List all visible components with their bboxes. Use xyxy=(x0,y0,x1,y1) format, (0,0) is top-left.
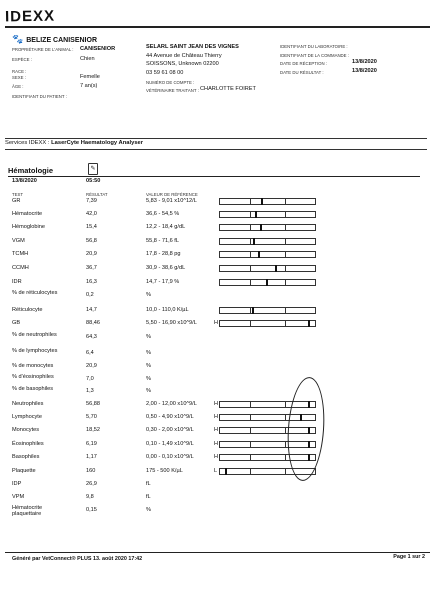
range-low-divider xyxy=(250,469,251,474)
reference-range: % xyxy=(146,388,151,394)
page-number: Page 1 sur 2 xyxy=(393,554,425,560)
lab-id-label: IDENTIFIANT DU LABORATOIRE : xyxy=(280,44,348,49)
test-result: 20,9 xyxy=(86,363,97,369)
clinic-address-line2: SOISSONS, Unknown 02200 xyxy=(146,61,219,67)
test-name: % de lymphocytes xyxy=(12,348,58,354)
test-name: VGM xyxy=(12,238,25,244)
test-name: % de basophiles xyxy=(12,386,54,392)
range-low-divider xyxy=(250,415,251,420)
breed-label: RACE : xyxy=(12,69,27,74)
reference-range: 0,50 - 4,90 x10^9/L xyxy=(146,414,194,420)
test-name: VPM xyxy=(12,494,25,500)
table-row xyxy=(0,292,435,304)
table-row xyxy=(0,251,435,263)
test-name: % de neutrophiles xyxy=(12,332,57,338)
abnormal-flag: H xyxy=(214,454,219,460)
vet-value: CHARLOTTE FOIRET xyxy=(200,86,256,92)
reference-range-bar xyxy=(219,279,316,286)
range-high-divider xyxy=(285,469,286,474)
result-marker xyxy=(275,265,277,272)
test-result: 0,2 xyxy=(86,292,94,298)
test-name: IDR xyxy=(12,279,22,285)
test-name: Monocytes xyxy=(12,427,40,433)
species-label: ESPÈCE : xyxy=(12,57,32,62)
clinic-name: SELARL SAINT JEAN DES VIGNES xyxy=(146,44,239,50)
clinic-address-line1: 44 Avenue de Château Thierry xyxy=(146,53,222,59)
owner-value: CANISENIOR xyxy=(80,46,116,52)
generated-by: Généré par VetConnect® PLUS 13. août 2020 17:42 xyxy=(12,556,143,562)
range-low-divider xyxy=(250,239,251,244)
test-result: 14,7 xyxy=(86,307,97,313)
reference-range: 12,2 - 18,4 g/dL xyxy=(146,224,186,230)
footer-divider xyxy=(5,552,430,553)
reference-range: 0,00 - 0,10 x10^9/L xyxy=(146,454,194,460)
range-low-divider xyxy=(250,199,251,204)
owner-label: PROPRIÉTAIRE DE L'ANIMAL : xyxy=(12,47,74,52)
abnormal-flag: L xyxy=(214,468,218,474)
test-result: 26,9 xyxy=(86,481,97,487)
range-high-divider xyxy=(285,252,286,257)
test-name: IDP xyxy=(12,481,22,487)
test-result: 1,17 xyxy=(86,454,97,460)
range-high-divider xyxy=(285,239,286,244)
reference-range: fL xyxy=(146,494,151,500)
range-low-divider xyxy=(250,455,251,460)
test-name: Plaquette xyxy=(12,468,36,474)
range-high-divider xyxy=(285,212,286,217)
table-row xyxy=(0,427,435,439)
table-row xyxy=(0,224,435,236)
test-name: Neutrophiles xyxy=(12,401,44,407)
reference-range-bar xyxy=(219,198,316,205)
test-name: Éosinophiles xyxy=(12,441,44,447)
abnormal-flag: H xyxy=(214,401,219,407)
test-name: TCMH xyxy=(12,251,29,257)
test-name: Réticulocyte xyxy=(12,307,43,313)
test-result: 7,0 xyxy=(86,376,94,382)
result-marker xyxy=(255,211,257,218)
result-marker xyxy=(258,251,260,258)
range-low-divider xyxy=(250,225,251,230)
services-label: Services IDEXX : xyxy=(5,140,50,146)
test-name: Basophiles xyxy=(12,454,40,460)
test-result: 1,3 xyxy=(86,388,94,394)
section-divider xyxy=(8,176,420,177)
test-result: 6,19 xyxy=(86,441,97,447)
reference-range: 14,7 - 17,9 % xyxy=(146,279,180,285)
reference-range: 17,8 - 28,8 pg xyxy=(146,251,181,257)
abnormal-flag: H xyxy=(214,441,219,447)
test-result: 5,70 xyxy=(86,414,97,420)
services-analyzer: LaserCyte Haematology Analyser xyxy=(51,140,144,146)
test-name: Hématocrite plaquettaire xyxy=(12,505,43,517)
result-date-label: DATE DU RÉSULTAT : xyxy=(280,70,324,75)
reception-date: 13/8/2020 xyxy=(352,59,377,65)
section-title: Hématologie xyxy=(8,166,54,175)
abnormal-flag: H xyxy=(214,414,219,420)
reference-range: % xyxy=(146,334,151,340)
reference-range: 30,9 - 38,6 g/dL xyxy=(146,265,186,271)
patient-name-heading xyxy=(12,34,97,45)
reference-range: 36,6 - 54,5 % xyxy=(146,211,180,217)
table-row xyxy=(0,481,435,493)
range-high-divider xyxy=(285,308,286,313)
reference-range-bar xyxy=(219,307,316,314)
table-row xyxy=(0,454,435,466)
test-result: 18,52 xyxy=(86,427,100,433)
age-value: 7 an(s) xyxy=(80,83,98,89)
column-header-result: RÉSULTAT xyxy=(86,192,108,197)
test-name: % de monocytes xyxy=(12,363,54,369)
result-marker xyxy=(261,198,263,205)
reference-range: 0,30 - 2,00 x10^9/L xyxy=(146,427,194,433)
age-label: ÂGE : xyxy=(12,84,24,89)
test-result: 6,4 xyxy=(86,350,94,356)
result-marker xyxy=(252,307,254,314)
range-low-divider xyxy=(250,308,251,313)
range-high-divider xyxy=(285,442,286,447)
reference-range: % xyxy=(146,363,151,369)
patient-id-label: IDENTIFIANT DU PATIENT : xyxy=(12,94,67,99)
table-row xyxy=(0,198,435,210)
range-high-divider xyxy=(285,321,286,326)
result-marker xyxy=(308,320,310,327)
range-high-divider xyxy=(285,225,286,230)
table-row xyxy=(0,350,435,362)
reference-range: 55,8 - 71,6 fL xyxy=(146,238,179,244)
reference-range: 5,50 - 16,90 x10^9/L xyxy=(146,320,197,326)
order-id-label: IDENTIFIANT DE LA COMMANDE : xyxy=(280,53,349,58)
patient-name: BELIZE CANISENIOR xyxy=(26,37,98,44)
reference-range-bar xyxy=(219,238,316,245)
table-row xyxy=(0,211,435,223)
reference-range: % xyxy=(146,292,151,298)
reference-range: % xyxy=(146,376,151,382)
header-divider xyxy=(5,26,430,28)
table-row xyxy=(0,238,435,250)
range-high-divider xyxy=(285,280,286,285)
reference-range: 2,00 - 12,00 x10^9/L xyxy=(146,401,197,407)
sex-value: Femelle xyxy=(80,74,100,80)
table-row xyxy=(0,388,435,400)
reference-range: fL xyxy=(146,481,151,487)
test-result: 16,3 xyxy=(86,279,97,285)
reference-range-bar xyxy=(219,251,316,258)
reference-range-bar xyxy=(219,320,316,327)
range-high-divider xyxy=(285,455,286,460)
table-row xyxy=(0,507,435,519)
range-high-divider xyxy=(285,402,286,407)
range-high-divider xyxy=(285,266,286,271)
test-name: GR xyxy=(12,198,21,204)
table-row xyxy=(0,334,435,346)
reference-range: 10,0 - 110,0 K/µL xyxy=(146,307,189,313)
test-result: 56,88 xyxy=(86,401,100,407)
reference-range: % xyxy=(146,507,151,513)
abnormal-flag: H xyxy=(214,320,219,326)
test-name: GB xyxy=(12,320,21,326)
reference-range-bar xyxy=(219,265,316,272)
range-low-divider xyxy=(250,442,251,447)
table-row xyxy=(0,441,435,453)
test-result: 0,15 xyxy=(86,507,97,513)
sample-time: 05:50 xyxy=(86,178,101,184)
test-result: 36,7 xyxy=(86,265,97,271)
vet-label: VÉTÉRINAIRE TRAITANT : xyxy=(146,88,199,93)
range-high-divider xyxy=(285,415,286,420)
reference-range-bar xyxy=(219,211,316,218)
column-header-reference: VALEUR DE RÉFÉRENCE xyxy=(146,192,198,197)
range-high-divider xyxy=(285,428,286,433)
table-row xyxy=(0,414,435,426)
range-low-divider xyxy=(250,321,251,326)
range-high-divider xyxy=(285,199,286,204)
range-low-divider xyxy=(250,212,251,217)
species-value: Chien xyxy=(80,56,95,62)
idexx-logo: IDEXX xyxy=(4,7,56,26)
services-strip xyxy=(5,138,427,150)
reception-date-label: DATE DE RÉCEPTION : xyxy=(280,61,327,66)
range-low-divider xyxy=(250,402,251,407)
table-row xyxy=(0,401,435,413)
range-low-divider xyxy=(250,280,251,285)
test-result: 20,9 xyxy=(86,251,97,257)
table-row xyxy=(0,468,435,480)
test-name: % d'éosinophiles xyxy=(12,374,54,380)
result-marker xyxy=(253,238,255,245)
test-name: Hématocrite xyxy=(12,211,43,217)
document-icon: ✎ xyxy=(88,163,98,175)
reference-range: 0,10 - 1,49 x10^9/L xyxy=(146,441,194,447)
test-result: 42,0 xyxy=(86,211,97,217)
clinic-phone: 03 59 61 08 00 xyxy=(146,70,184,76)
sample-date: 13/8/2020 xyxy=(12,178,37,184)
test-name: CCMH xyxy=(12,265,29,271)
abnormal-flag: H xyxy=(214,427,219,433)
account-label: NUMÉRO DE COMPTE : xyxy=(146,80,195,85)
table-row xyxy=(0,265,435,277)
test-result: 64,3 xyxy=(86,334,97,340)
range-low-divider xyxy=(250,266,251,271)
reference-range: 5,83 - 9,01 x10^12/L xyxy=(146,198,197,204)
test-result: 160 xyxy=(86,468,96,474)
test-result: 88,46 xyxy=(86,320,100,326)
result-marker xyxy=(225,468,227,475)
range-low-divider xyxy=(250,428,251,433)
pet-icon: 🐾 xyxy=(12,34,24,44)
test-name: Lymphocyte xyxy=(12,414,42,420)
test-result: 15,4 xyxy=(86,224,97,230)
result-date: 13/8/2020 xyxy=(352,68,377,74)
test-result: 56,8 xyxy=(86,238,97,244)
table-row xyxy=(0,307,435,319)
reference-range: % xyxy=(146,350,151,356)
reference-range: 175 - 500 K/µL xyxy=(146,468,183,474)
range-low-divider xyxy=(250,252,251,257)
sex-label: SEXE : xyxy=(12,75,26,80)
result-marker xyxy=(260,224,262,231)
test-result: 9,8 xyxy=(86,494,94,500)
test-result: 7,39 xyxy=(86,198,97,204)
test-name: % de réticulocytes xyxy=(12,290,58,296)
test-name: Hémoglobine xyxy=(12,224,45,230)
result-marker xyxy=(266,279,268,286)
reference-range-bar xyxy=(219,224,316,231)
table-row xyxy=(0,320,435,332)
column-header-test: TEST xyxy=(12,192,23,197)
